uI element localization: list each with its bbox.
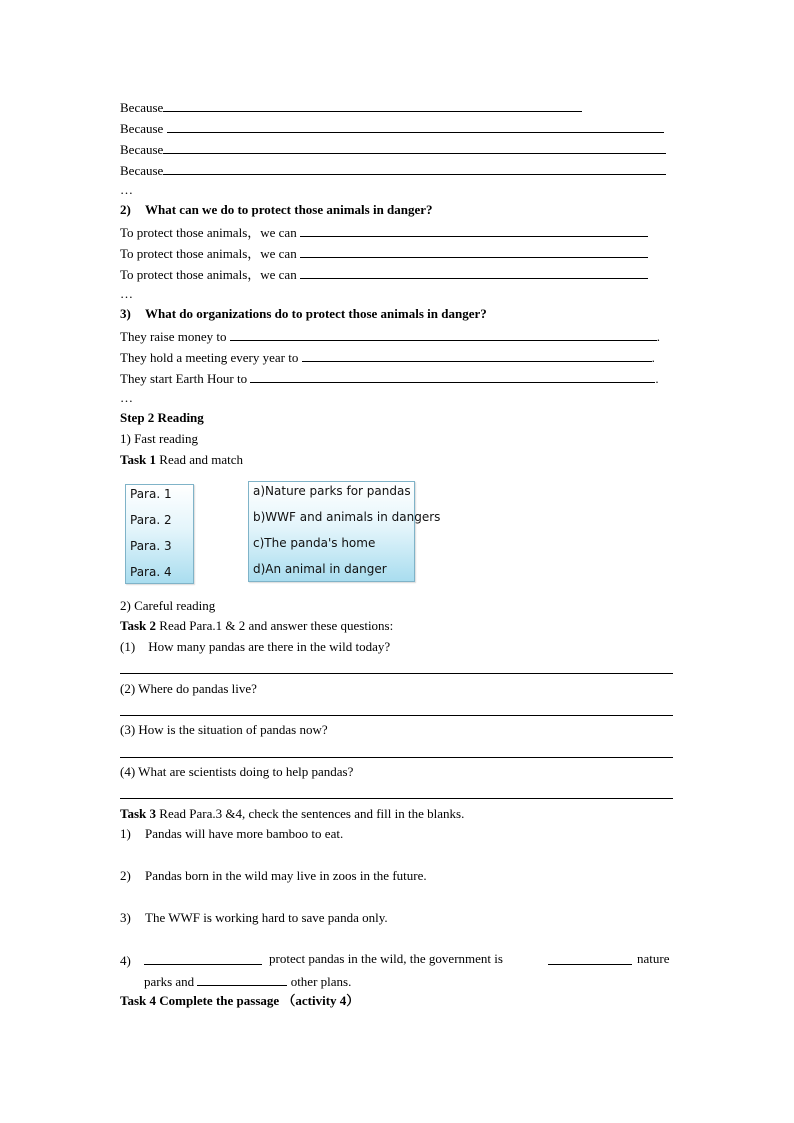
protect-line-3 xyxy=(120,265,648,283)
answer-line[interactable] xyxy=(120,757,673,758)
sentence-number: 4) xyxy=(120,953,131,968)
org-label: They start Earth Hour to xyxy=(120,371,248,386)
option-item[interactable]: b)WWF and animals in dangers xyxy=(253,510,441,524)
because-line-3 xyxy=(120,140,666,158)
because-label: Because xyxy=(120,121,164,136)
ellipsis: … xyxy=(120,182,133,197)
sentence-number: 1) xyxy=(120,826,131,841)
task-4-heading xyxy=(120,993,359,1009)
fill-blank[interactable] xyxy=(548,951,632,965)
org-label: They raise money to xyxy=(120,329,227,344)
answer-blank[interactable] xyxy=(230,327,657,341)
task-1-heading xyxy=(120,452,243,468)
answer-blank[interactable] xyxy=(163,161,666,175)
task-1-label: Task 1 xyxy=(120,452,157,467)
paragraph-list-box xyxy=(125,484,194,584)
question-number: 2) xyxy=(120,202,131,217)
paragraph-item[interactable]: Para. 1 xyxy=(130,487,172,501)
protect-label: To protect those animals，we can xyxy=(120,246,297,261)
answer-line[interactable] xyxy=(120,673,673,674)
task-2-question-1 xyxy=(120,639,390,655)
task-2-heading xyxy=(120,618,393,634)
question-text: What can we do to protect those animals in danger? xyxy=(145,202,433,217)
org-line-3 xyxy=(120,369,659,387)
answer-blank[interactable] xyxy=(300,244,648,258)
question-text: What do organizations do to protect those animals in danger? xyxy=(145,306,487,321)
period: . xyxy=(651,350,655,365)
task-1-text: Read and match xyxy=(156,452,244,467)
protect-line-1 xyxy=(120,223,648,241)
task-3-sentence-4-cont xyxy=(144,972,351,990)
because-label: Because xyxy=(120,163,164,178)
paragraph-item[interactable]: Para. 4 xyxy=(130,565,172,579)
task-3-label: Task 3 xyxy=(120,806,157,821)
because-label: Because xyxy=(120,100,164,115)
step-2-title: Step 2 Reading xyxy=(120,410,204,425)
question-3 xyxy=(120,306,487,322)
task-3-heading xyxy=(120,806,464,822)
task-2-text: Read Para.1 & 2 and answer these questions: xyxy=(156,618,394,633)
ellipsis: … xyxy=(120,390,133,405)
answer-blank[interactable] xyxy=(300,265,648,279)
org-line-2 xyxy=(120,348,655,366)
task-2-question-4: (4) What are scientists doing to help pandas? xyxy=(120,764,354,779)
task-2-question-2: (2) Where do pandas live? xyxy=(120,681,257,696)
task-2-question-3: (3) How is the situation of pandas now? xyxy=(120,722,328,737)
sentence-part-3: parks and xyxy=(144,974,195,989)
answer-blank[interactable] xyxy=(300,223,648,237)
org-label: They hold a meeting every year to xyxy=(120,350,299,365)
question-number: 3) xyxy=(120,306,131,321)
sentence-number: 3) xyxy=(120,910,131,925)
task-4-title: Task 4 Complete the passage （activity 4） xyxy=(120,993,360,1008)
step-2-heading xyxy=(120,410,204,426)
careful-reading-heading: 2) Careful reading xyxy=(120,598,216,613)
answer-blank[interactable] xyxy=(163,98,582,112)
period: . xyxy=(655,371,659,386)
because-label: Because xyxy=(120,142,164,157)
task-2-label: Task 2 xyxy=(120,618,157,633)
task-3-sentence-4 xyxy=(120,951,674,969)
ellipsis: … xyxy=(120,286,133,301)
task-3-sentence-2 xyxy=(120,868,427,884)
fill-blank[interactable] xyxy=(144,951,262,965)
sentence-part-1: protect pandas in the wild, the government is xyxy=(269,951,503,966)
because-line-4 xyxy=(120,161,666,179)
option-item[interactable]: a)Nature parks for pandas xyxy=(253,484,411,498)
option-item[interactable]: d)An animal in danger xyxy=(253,562,387,576)
paragraph-item[interactable]: Para. 2 xyxy=(130,513,172,527)
because-line-1 xyxy=(120,98,582,116)
sentence-text: The WWF is working hard to save panda only. xyxy=(145,910,388,925)
sentence-text: Pandas born in the wild may live in zoos in the future. xyxy=(145,868,427,883)
sentence-number: 2) xyxy=(120,868,131,883)
task-3-text: Read Para.3 &4, check the sentences and fill in the blanks. xyxy=(156,806,465,821)
answer-blank[interactable] xyxy=(167,119,664,133)
option-list-box xyxy=(248,481,441,582)
answer-line[interactable] xyxy=(120,798,673,799)
fill-blank[interactable] xyxy=(197,972,287,986)
protect-label: To protect those animals，we can xyxy=(120,267,297,282)
answer-line[interactable] xyxy=(120,715,673,716)
org-line-1 xyxy=(120,327,660,345)
sentence-part-4: other plans. xyxy=(290,974,352,989)
option-item[interactable]: c)The panda's home xyxy=(253,536,376,550)
answer-blank[interactable] xyxy=(163,140,666,154)
answer-blank[interactable] xyxy=(250,369,655,383)
because-line-2 xyxy=(120,119,664,137)
protect-line-2 xyxy=(120,244,648,262)
question-number: (1) xyxy=(120,639,136,654)
answer-blank[interactable] xyxy=(302,348,652,362)
fast-reading-heading: 1) Fast reading xyxy=(120,431,198,446)
period: . xyxy=(656,329,660,344)
sentence-part-2: nature xyxy=(637,951,670,966)
task-3-sentence-3 xyxy=(120,910,388,926)
protect-label: To protect those animals，we can xyxy=(120,225,297,240)
task-3-sentence-1 xyxy=(120,826,343,842)
question-text: How many pandas are there in the wild today? xyxy=(148,639,391,654)
sentence-text: Pandas will have more bamboo to eat. xyxy=(145,826,344,841)
paragraph-item[interactable]: Para. 3 xyxy=(130,539,172,553)
question-2 xyxy=(120,202,433,218)
